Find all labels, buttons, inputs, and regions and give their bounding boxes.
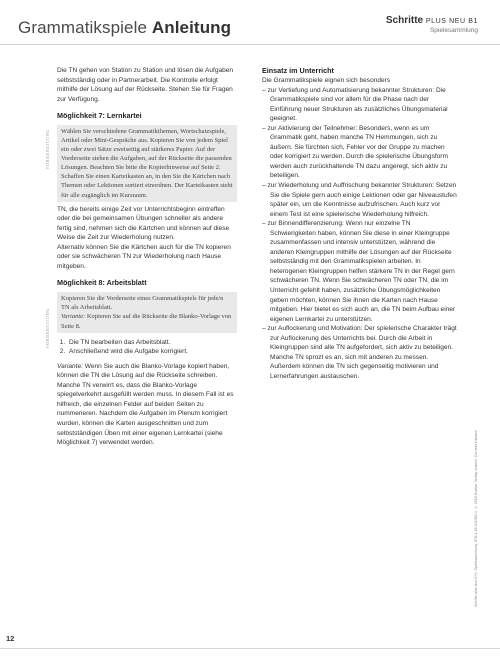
brand-subtitle: Spielesammlung [429, 27, 478, 34]
footer-divider [0, 648, 500, 649]
title-bold: Anleitung [151, 18, 232, 37]
heading-moeglichkeit-8: Möglichkeit 8: Arbeitsblatt [57, 278, 147, 288]
vorbereitung-label: VORBEREITUNG [45, 129, 50, 170]
left-column [45, 66, 237, 448]
list-item: – zur Wiederholung und Auffrischung bekannter Strukturen: Setzen Sie die Spiele gern auch einige Lektionen oder gar Niveaustufen später ein, um die Kenntnisse aufzufrischen. Auch kurz vor einem Test ist eine spielerische Wiederholung hilfreich. [262, 181, 457, 219]
list-item: – zur Aktivierung der Teilnehmer: Besonders, wenn es um Grammatik geht, haben manche TN Hemmungen, sich zu äußern. Sie fürchten sich, Fehler vor der Gruppe zu machen oder korrigiert zu werden. Durch die spielerische Übungsform werden auch zurückhaltende TN dazu angeregt, sich aktiv zu beteiligen. [262, 124, 457, 181]
variante-paragraph [57, 362, 237, 448]
hint8-variante-text: Kopieren Sie auf die Rückseite die Blanko-Vorlage von Seite 8. [61, 313, 232, 330]
p7-paragraph-1: TN, die bereits einige Zeit vor Unterrichtsbeginn eintreffen oder die bei gemeinsamen Übungen schneller als andere fertig sind, nehmen sich die Kärtchen und können auf diese Weise die Zeit zur Wiederholung nutzen. [57, 205, 230, 242]
title-light: Grammatikspiele [18, 18, 148, 37]
hint8-paragraph: Kopieren Sie die Vorderseite eines Grammatikspiels für jede/n TN als Arbeitsblatt. [61, 295, 224, 312]
steps-list [57, 338, 237, 357]
intro-paragraph: Die TN gehen von Station zu Station und lösen die Aufgaben selbstständig oder in Partnerarbeit. Die Kontrolle erfolgt mithilfe der Lösung auf der Rückseite. Stehen Sie für Fragen zur Verfügung. [57, 67, 234, 103]
brand-plus: PLUS NEU B1 [425, 18, 478, 25]
p7-paragraph-2: Alternativ können Sie die Kärtchen auch für die TN kopieren oder sie schwächeren TN zur Wiederholung nach Hause mitgeben. [57, 243, 231, 270]
list-item: – zur Auflockerung und Motivation: Der spielerische Charakter trägt zur Auflockerung des Unterrichts bei. Durch die Arbeit in Kleingruppen sind alle TN aufgefordert, sich aktiv zu beteiligen. Manche TN sprozt es an, sich mit anderen zu messen. Außerdem können die TN sich gegenseitig motivieren und Lernerfahrungen austauschen. [262, 324, 457, 381]
hint7-paragraph-1: Wählen Sie verschiedene Grammatikthemen, Wortschatzspiele, Artikel oder Mini-Gespräche aus. Kopieren Sie von jedem Spiel ein oder zwei Sätze zweiseitig auf stärkeres Papier. Auf der Vorderseite stehen die Aufgaben, auf der Rückseite die passenden Lösungen. Beachten Sie bitte die Kopierhinweise auf Seite 2. [61, 128, 232, 172]
variante-label: Variante: [57, 362, 83, 370]
vorbereitung-label: VORBEREITUNG [45, 308, 50, 350]
hint8-variante-label: Variante: [61, 313, 86, 321]
variante-text: Wenn Sie auch die Blanko-Vorlage kopiert haben, können die TN die Lösung auf die Rückseite schreiben. Manche TN verwirrt es, dass die Blanko-Vorlage spiegelverkehrt ausgefüllt werden muss. In diesem Fall ist es hilfreich, die einzelnen Felder auf beiden Seiten zu nummerieren. Nachdem die Aufgaben im Plenum korrigiert wurden, können die Karten ausgeschnitten und zum selbstständigen Üben mit einer eigenen Lernkartei (siehe Möglichkeit 7) verwendet werden. [57, 362, 234, 447]
brand-block [386, 15, 478, 34]
page-title [18, 18, 231, 38]
header-divider [0, 44, 500, 45]
list-item: 1. Die TN bearbeiten das Arbeitsblatt. [67, 338, 237, 348]
heading-einsatz: Einsatz im Unterricht [262, 66, 334, 75]
hint-box-7 [45, 125, 237, 201]
list-item: – zur Vertiefung und Automatisierung bekannter Strukturen: Die Grammatikspiele sind vor allem für die Phase nach der Einführung neuer Strukturen als zusätzliches Übungsmaterial geeignet. [262, 86, 457, 124]
right-column [262, 66, 457, 382]
list-item: – zur Binnendifferenzierung: Wenn nur einzelne TN Schwierigkeiten haben, können Sie diese in einer Kleingruppe zusammenfassen und intensiv unterstützen, während die anderen Kleingruppen mithilfe der Lösungen auf der Rückseite selbstständig mit den Grammatikspielen arbeiten. In heterogenen Kleingruppen helfen stärkere TN in der Regel gern schwächeren TN. Wenn Sie schwächeren TN oder TN, die im Unterricht gefehlt haben, zusätzliche Übungsmöglichkeiten geben möchten, können Sie ihnen die Karten nach Hause mitgeben. Hier bietet es sich auch an, die TN beim Aufbau einer eigenen Lernkartei zu unterstützen. [262, 219, 457, 324]
page-header [0, 0, 500, 56]
hint8-variante [61, 312, 233, 330]
brand-name: Schritte [385, 15, 424, 26]
usage-list [262, 86, 457, 382]
page-number: 12 [6, 634, 15, 643]
right-intro: Die Grammatikspiele eignen sich besonders [262, 77, 391, 84]
brand-main [386, 15, 478, 26]
heading-moeglichkeit-7: Möglichkeit 7: Lernkartei [57, 111, 142, 121]
copyright-note: Schritte plus Neu 5+6, Spielesammlung, 978-3-19-341083-4, © 2018 Hueber Verlag, Autorin: Cornelia Klepsch [474, 429, 478, 607]
list-item: 2. Anschließend wird die Aufgabe korrigiert. [67, 347, 237, 357]
hint7-paragraph-2: Schaffen Sie einen Karteikasten an, in den Sie die Kärtchen nach Themen oder Lektionen sortiert einordnen. Der Karteikasten steht für alle zugänglich im Kursraum. [61, 173, 233, 199]
